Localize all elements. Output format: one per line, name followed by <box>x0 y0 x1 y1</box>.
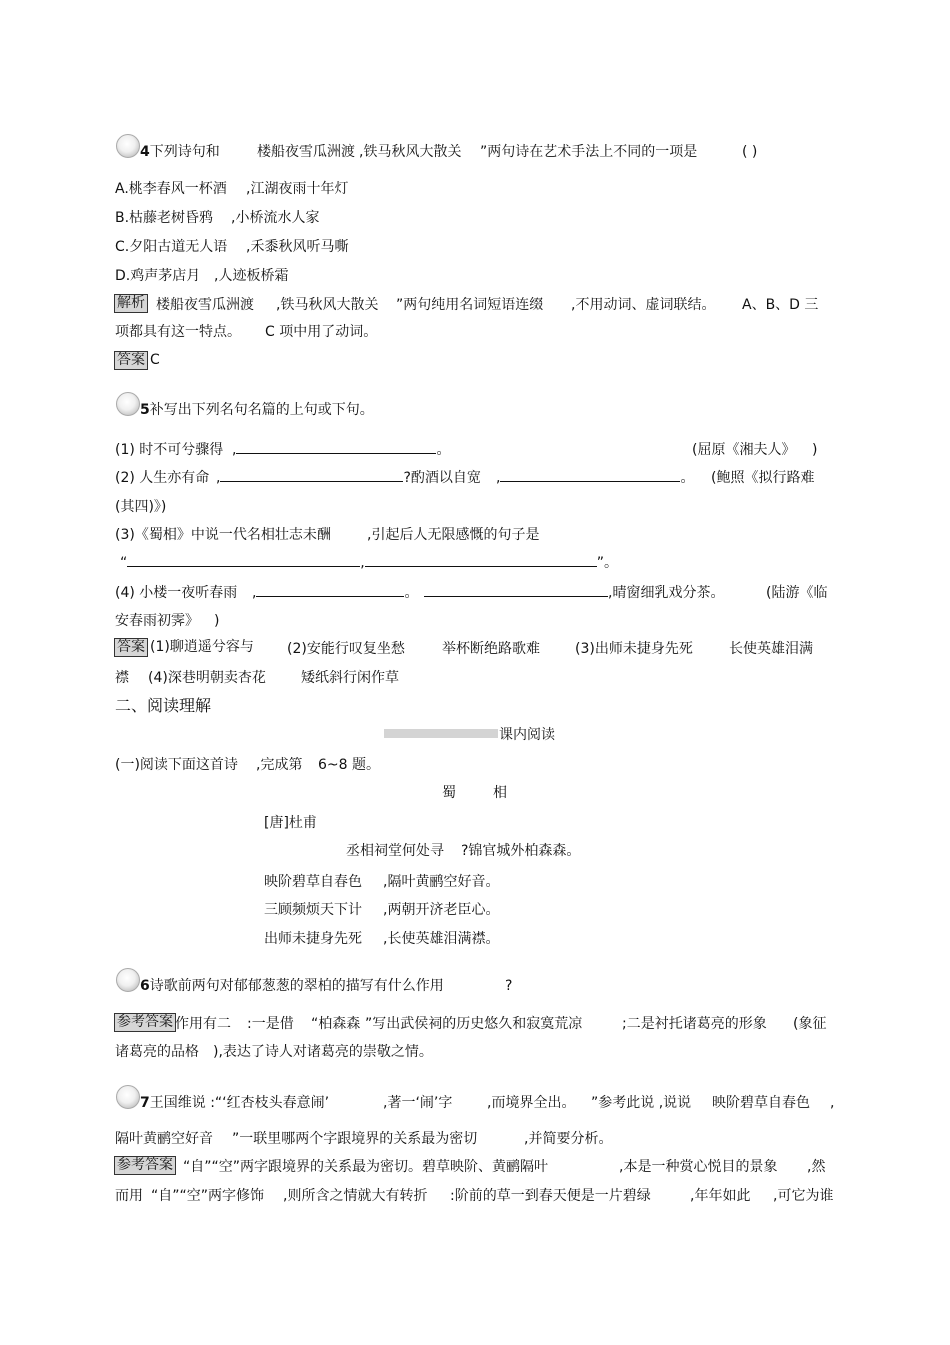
q5-item-2-cont: (其四)》) <box>115 499 167 515</box>
reading-intro-c: 6~8 题。 <box>318 757 380 773</box>
q7-answer <box>114 1156 178 1175</box>
q5-item-4-cont-end: ) <box>214 613 220 629</box>
poem-title-2: 相 <box>493 785 507 801</box>
q6-answer-2: :一是借 <box>247 1016 294 1032</box>
q7-stem-2: ,著一‘闹’字 <box>383 1095 453 1111</box>
q5-answer-2b: 举杯断绝路歌难 <box>442 641 540 657</box>
fill-blank[interactable] <box>365 554 597 567</box>
poem-line-4a: 出师未捷身先死 <box>264 931 362 947</box>
q4-analysis <box>114 294 150 313</box>
fill-blank[interactable] <box>127 554 360 567</box>
subsection-title: 课内阅读 <box>499 727 555 743</box>
q5-item-1-comma: , 。 <box>232 442 451 458</box>
fill-blank[interactable] <box>236 441 436 454</box>
q7-answer-3: ,然 <box>807 1159 826 1175</box>
question-marker-icon <box>116 392 140 416</box>
q5-item-2-blank2: , 。 <box>496 470 695 486</box>
poem-line-2a: 映阶碧草自春色 <box>264 874 362 890</box>
q4-option-a-b: ,江湖夜雨十年灯 <box>246 181 349 197</box>
q7-stem-6: , <box>830 1095 835 1111</box>
q7-answer-8: ,年年如此 <box>690 1188 751 1204</box>
q7-answer-5: “自”“空”两字修饰 <box>151 1188 265 1204</box>
q7-answer-7: :阶前的草一到春天便是一片碧绿 <box>450 1188 651 1204</box>
q5-answer-3c: 襟 <box>115 670 129 686</box>
poem-line-2b: ,隔叶黄鹂空好音。 <box>383 874 500 890</box>
q4-option-a: A.桃李春风一杯酒 <box>115 181 227 197</box>
q5-item-2-blank1: , ?酌酒以自宽 <box>216 470 481 486</box>
q6-answer-5: ;二是衬托诸葛亮的形象 <box>622 1016 767 1032</box>
fill-blank[interactable] <box>500 469 680 482</box>
q4-stem: 4下列诗句和 <box>140 144 220 160</box>
answer-tag: 答案 <box>114 351 148 370</box>
q4-analysis-1e: A、B、D 三 <box>742 297 819 313</box>
q5-item-3-blanks: “ , ”。 <box>120 555 618 571</box>
q5-stem: 5补写出下列名句名篇的上句或下句。 <box>140 402 374 418</box>
reference-answer-tag: 参考答案 <box>114 1013 176 1032</box>
q7-stem-3: ,而境界全出。 <box>487 1095 576 1111</box>
question-marker-icon <box>116 134 140 158</box>
answer-tag: 答案 <box>114 638 148 657</box>
q4-analysis-2b: C 项中用了动词。 <box>265 324 378 340</box>
q7-stem-8: ”一联里哪两个字跟境界的关系最为密切 <box>232 1131 478 1147</box>
q6-answer <box>114 1013 178 1032</box>
q7-answer-9: ,可它为谁 <box>773 1188 834 1204</box>
q5-item-4-blank2: ,晴窗细乳戏分茶。 <box>424 584 724 602</box>
q4-analysis-1c: ”两句纯用名词短语连缀 <box>396 297 544 313</box>
q4-option-d: D.鸡声茅店月 <box>115 268 201 284</box>
q6-answer-6: (象征 <box>793 1016 827 1032</box>
reading-intro-b: ,完成第 <box>256 757 303 773</box>
q5-answer-3: (3)出师未捷身先死 <box>575 641 693 657</box>
q7-answer-6: ,则所含之情就大有转折 <box>283 1188 428 1204</box>
q5-item-4-blank1: , 。 <box>252 585 419 601</box>
q5-answer-2: (2)安能行叹复坐愁 <box>287 641 405 657</box>
q5-item-1-end: ) <box>812 442 818 458</box>
q4-stem-c: ,铁马秋风大散关 <box>359 144 462 160</box>
q6-qmark: ? <box>505 978 513 994</box>
reading-intro: (一)阅读下面这首诗 <box>115 757 238 773</box>
question-marker-icon <box>116 968 140 992</box>
q4-answer-paren: ( ) <box>742 144 758 160</box>
analysis-tag: 解析 <box>114 294 148 313</box>
q5-answer-4b: 矮纸斜行闲作草 <box>301 670 399 686</box>
q6-answer-3: “柏森森 <box>311 1016 361 1032</box>
q4-stem-d: ”两句诗在艺术手法上不同的一项是 <box>480 144 698 160</box>
q7-answer-2: ,本是一种赏心悦目的景象 <box>619 1159 778 1175</box>
q5-item-4-cont: 安春雨初霁》 <box>115 613 199 629</box>
q4-analysis-1d: ,不用动词、虚词联结。 <box>571 297 716 313</box>
q4-option-c: C.夕阳古道无人语 <box>115 239 228 255</box>
poem-title-1: 蜀 <box>442 785 456 801</box>
poem-author: [唐]杜甫 <box>264 815 317 831</box>
q7-answer-4: 而用 <box>115 1188 143 1204</box>
q7-stem: 7王国维说 :“‘红杏枝头春意闹’ <box>140 1095 330 1111</box>
q5-item-4-source: (陆游《临 <box>766 585 828 601</box>
q5-item-2-source: (鲍照《拟行路难 <box>711 470 815 486</box>
poem-line-3b: ,两朝开济老臣心。 <box>383 902 500 918</box>
fill-blank[interactable] <box>256 584 404 597</box>
q5-item-3-b: ,引起后人无限感慨的句子是 <box>367 527 540 543</box>
q5-answer-3b: 长使英雄泪满 <box>729 641 813 657</box>
poem-line-1a: 丞相祠堂何处寻 <box>346 843 444 859</box>
q6-answer-7: 诸葛亮的品格 <box>115 1044 199 1060</box>
section-title: 二、阅读理解 <box>115 696 212 715</box>
poem-line-1b: ?锦官城外柏森森。 <box>461 843 581 859</box>
q4-stem-b: 楼船夜雪瓜洲渡 <box>257 144 355 160</box>
q5-item-1-source: (屈原《湘夫人》 <box>692 442 796 458</box>
q5-answer-4: (4)深巷明朝卖杏花 <box>148 670 266 686</box>
q5-item-3: (3)《蜀相》中说一代名相壮志未酬 <box>115 527 331 543</box>
poem-line-3a: 三顾频烦天下计 <box>264 902 362 918</box>
q7-answer-1: “自”“空”两字跟境界的关系最为密切。碧草映阶、黄鹂隔叶 <box>183 1159 549 1175</box>
poem-line-4b: ,长使英雄泪满襟。 <box>383 931 500 947</box>
question-marker-icon <box>116 1085 140 1109</box>
q7-stem-4: ”参考此说 ,说说 <box>591 1095 692 1111</box>
q4-option-b: B.枯藤老树昏鸦 <box>115 210 214 226</box>
q4-analysis-1b: ,铁马秋风大散关 <box>276 297 379 313</box>
q4-analysis-1a: 楼船夜雪瓜洲渡 <box>156 297 254 313</box>
q5-item-1: (1) 时不可兮骤得 <box>115 442 224 458</box>
q4-analysis-2a: 项都具有这一特点。 <box>115 324 241 340</box>
q4-option-b-b: ,小桥流水人家 <box>231 210 320 226</box>
subsection-bar <box>384 729 498 738</box>
q5-answer: 答案 (1)聊逍遥兮容与 <box>114 638 254 657</box>
reference-answer-tag: 参考答案 <box>114 1156 176 1175</box>
q6-answer-1: 作用有二 <box>175 1016 231 1032</box>
q4-answer: 答案 C <box>114 351 160 370</box>
fill-blank[interactable] <box>424 584 608 597</box>
q6-answer-8: ),表达了诗人对诸葛亮的崇敬之情。 <box>213 1044 433 1060</box>
q7-stem-9: ,并简要分析。 <box>524 1131 613 1147</box>
q5-item-4: (4) 小楼一夜听春雨 <box>115 585 238 601</box>
q7-stem-5: 映阶碧草自春色 <box>712 1095 810 1111</box>
q6-stem: 6诗歌前两句对郁郁葱葱的翠柏的描写有什么作用 <box>140 978 444 994</box>
fill-blank[interactable] <box>220 469 403 482</box>
q7-stem-7: 隔叶黄鹂空好音 <box>115 1131 213 1147</box>
q4-option-c-b: ,禾黍秋风听马嘶 <box>246 239 349 255</box>
q4-option-d-b: ,人迹板桥霜 <box>214 268 289 284</box>
q5-item-2: (2) 人生亦有命 <box>115 470 210 486</box>
q6-answer-4: ”写出武侯祠的历史悠久和寂寞荒凉 <box>365 1016 583 1032</box>
